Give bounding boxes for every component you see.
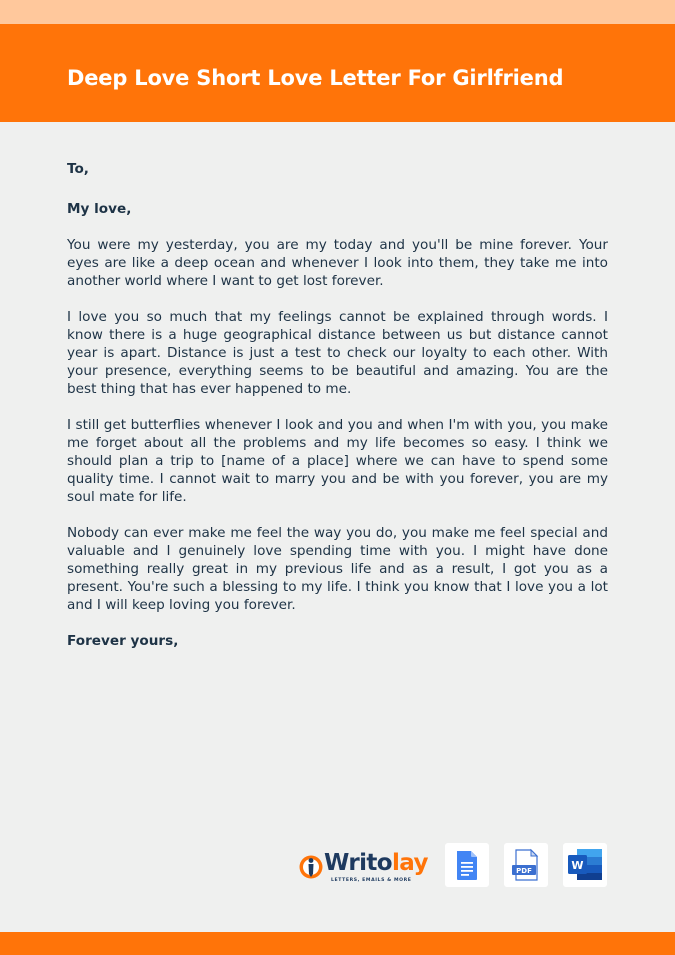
svg-text:W: W xyxy=(571,859,584,872)
letter-paragraph: You were my yesterday, you are my today and you'll be mine forever. Your eyes are like a deep ocean and whenever I look into them, they take me into another world where I want to get lost forever. xyxy=(67,237,608,289)
google-docs-icon xyxy=(445,843,489,887)
salutation-name: My love, xyxy=(67,201,132,217)
letter-closing: Forever yours, xyxy=(67,633,179,649)
page-title: Deep Love Short Love Letter For Girlfriend xyxy=(67,66,564,90)
logo-wordmark: Writolay xyxy=(324,850,428,876)
top-accent-strip xyxy=(0,0,675,24)
google-docs-download[interactable] xyxy=(445,843,489,887)
letter-paragraph: I love you so much that my feelings cannot be explained through words. I know there is a huge geographical distance between us but distance cannot year is apart. Distance is just a test to check our loyalty to each other. With your presence, everything seems to be beautiful and amazing. You are the best thing that has ever happened to me. xyxy=(67,309,608,397)
pdf-download[interactable] xyxy=(504,843,548,887)
svg-text:PDF: PDF xyxy=(516,867,532,875)
word-icon xyxy=(563,843,607,887)
writolay-logo[interactable] xyxy=(299,850,428,886)
word-download[interactable] xyxy=(563,843,607,887)
letter-body xyxy=(67,160,608,668)
letter-paragraph: I still get butterflies whenever I look and you and when I'm with you, you make me forget about all the problems and my life becomes so easy. I think we should plan a trip to [name of a place] where we can have to spend some quality time. I cannot wait to marry you and be with you forever, you are my soul mate for life. xyxy=(67,417,608,505)
logo-tagline: LETTERS, EMAILS & MORE xyxy=(331,878,412,883)
letter-paragraph: Nobody can ever make me feel the way you do, you make me feel special and valuable and I genuinely love spending time with you. I might have done something really great in my previous life and as a result, I got you as a present. You're such a blessing to my life. I think you know that I love you a lot and I will keep loving you forever. xyxy=(67,525,608,613)
writolay-pen-icon xyxy=(299,852,323,882)
footer-band xyxy=(0,932,675,955)
pdf-icon xyxy=(504,843,548,887)
salutation-to: To, xyxy=(67,161,89,177)
